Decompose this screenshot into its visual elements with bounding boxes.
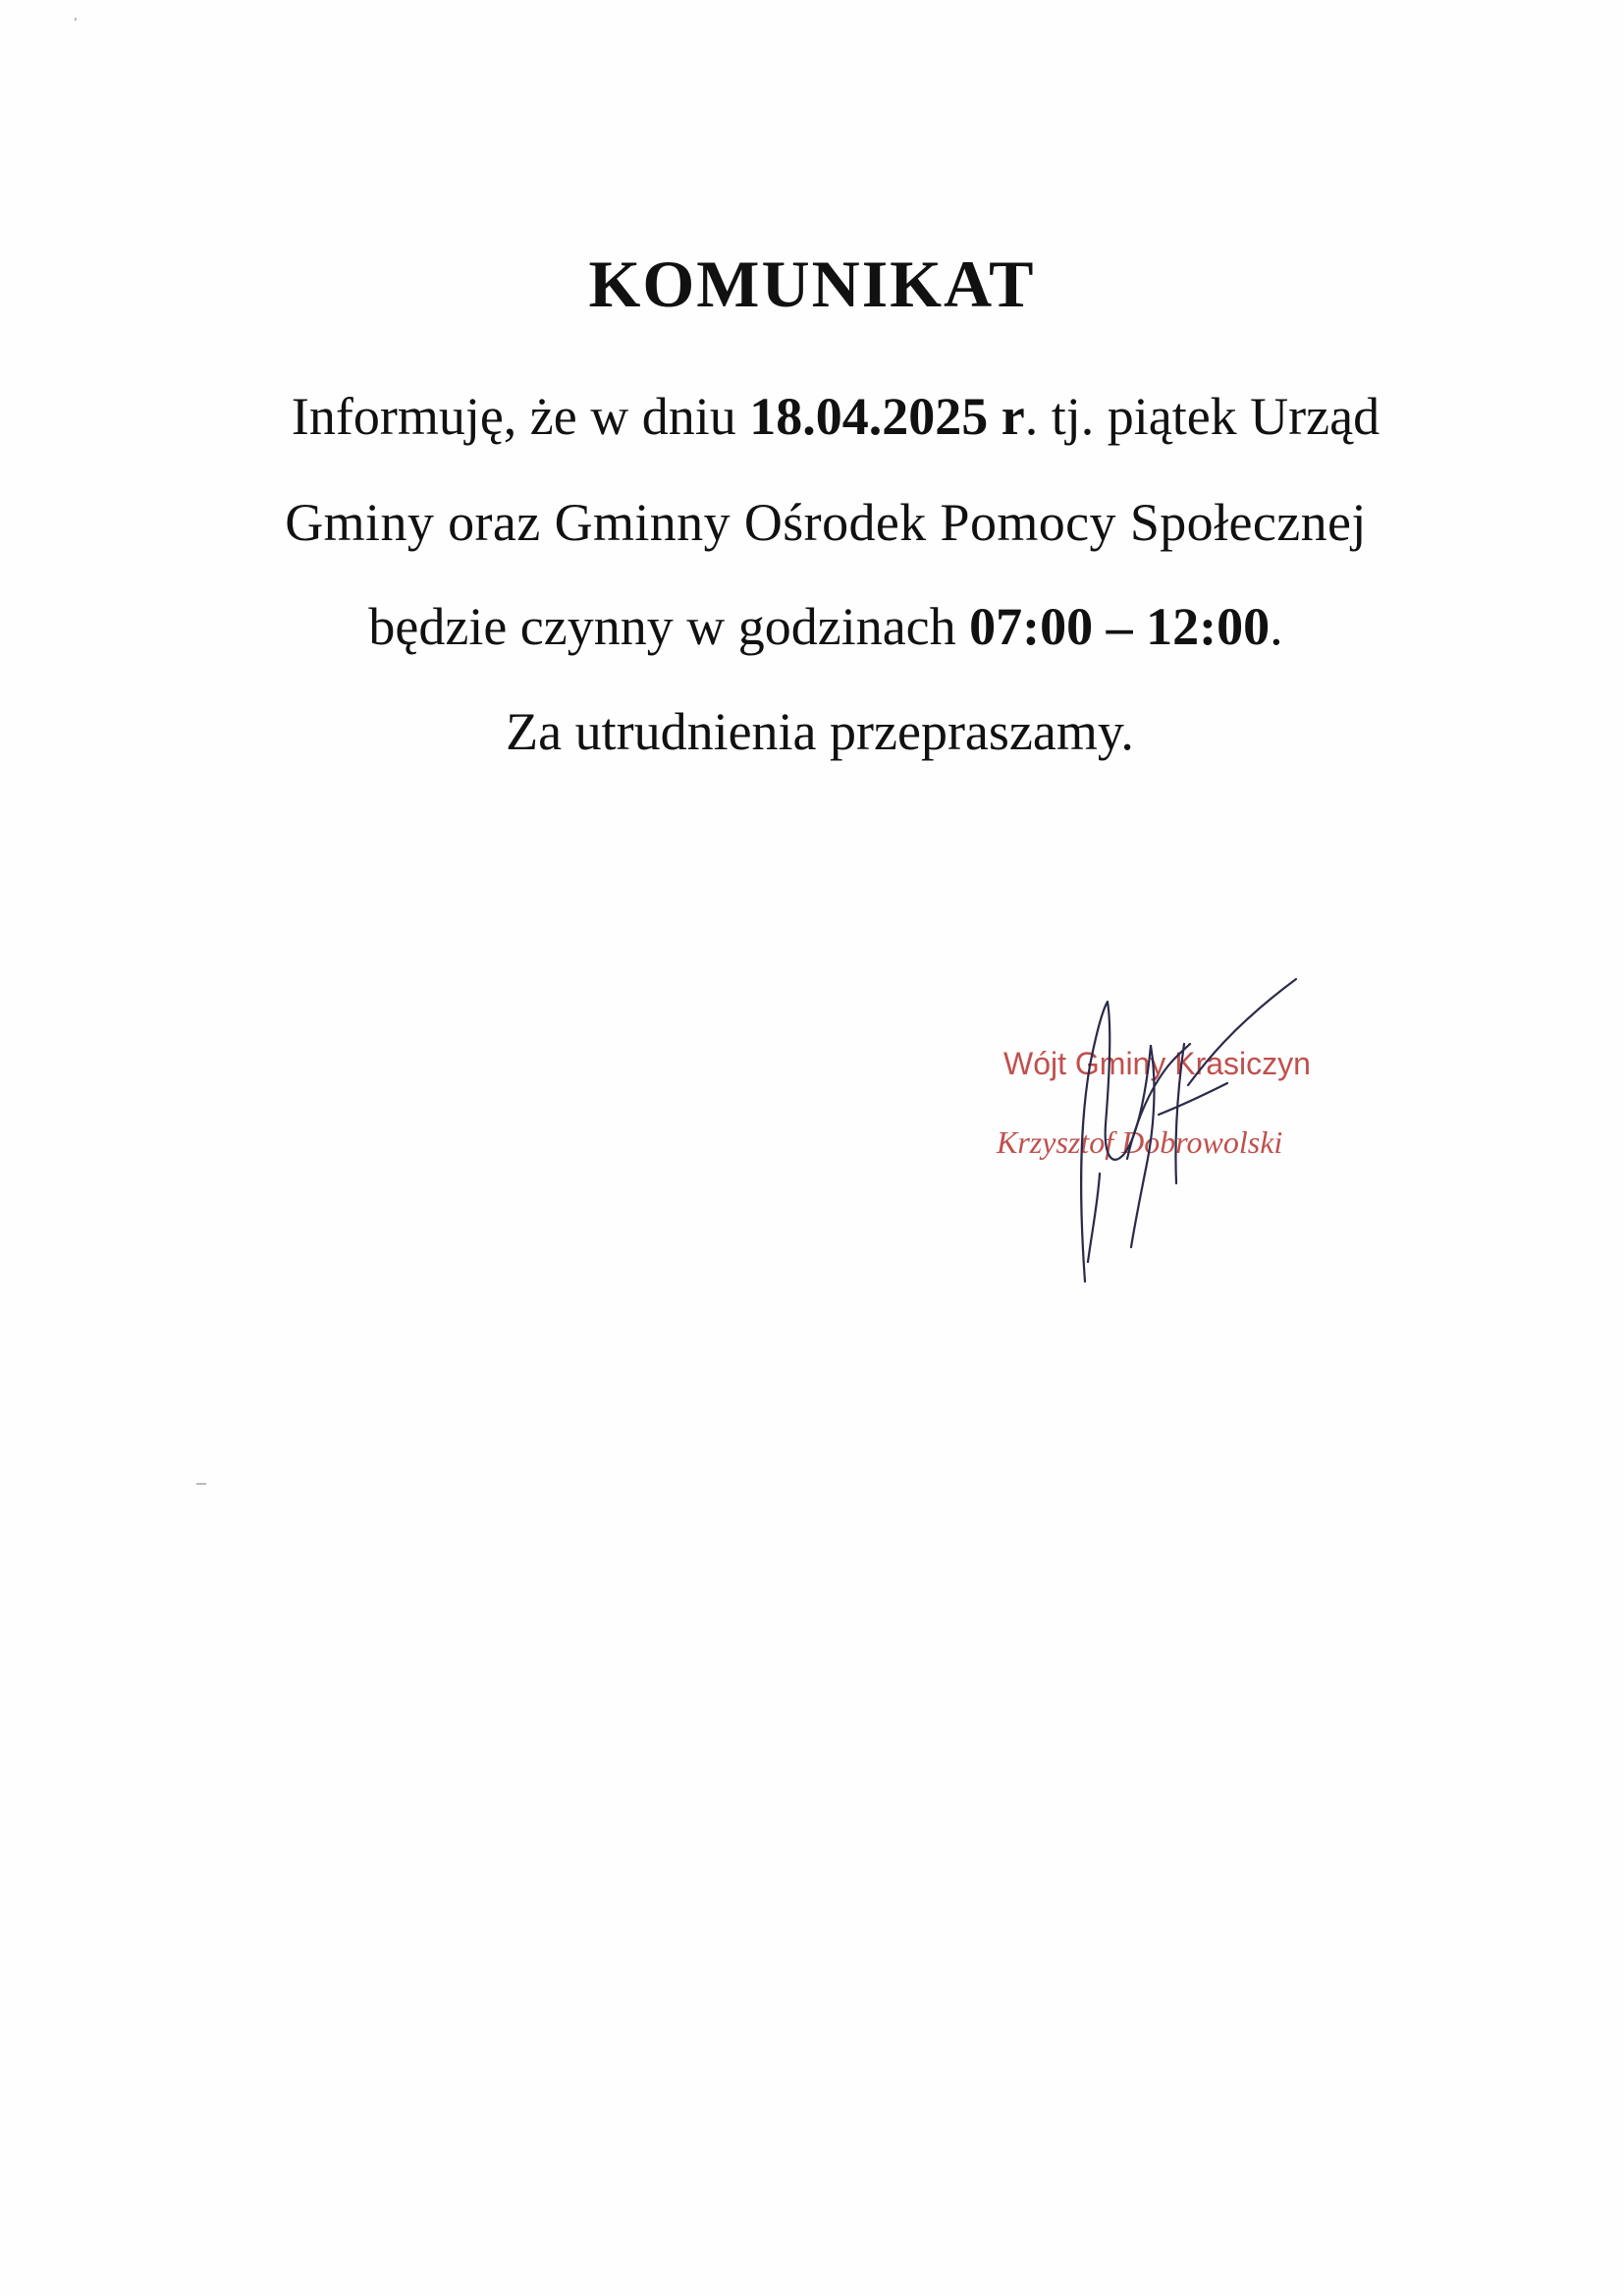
body-line-1-text: Informuję, że w dniu [291,387,750,446]
document-title: KOMUNIKAT [588,246,1036,321]
body-line-1 [24,387,1624,446]
scan-speck [196,1483,206,1485]
body-line-4 [8,702,1624,761]
body-line-4-text: Za utrudnienia przepraszamy. [506,702,1134,761]
body-line-1-rest: . tj. piątek Urząd [1024,387,1380,446]
body-line-3-end: . [1270,597,1283,656]
signature-strokes [1081,979,1296,1282]
body-line-2 [14,493,1624,552]
body-line-3-text: będzie czynny w godzinach [368,597,970,656]
handwritten-signature [1041,967,1335,1291]
body-line-3 [14,597,1624,656]
stamp-name-text: Krzysztof Dobrowolski [997,1124,1283,1160]
scan-speck [75,18,77,21]
hours-text: 07:00 – 12:00 [969,597,1271,656]
stamp-office-text: Wójt Gminy Krasiczyn [1003,1046,1311,1081]
body-line-2-text: Gminy oraz Gminny Ośrodek Pomocy Społecznej [285,493,1367,552]
date-text: 18.04.2025 r [749,387,1025,446]
